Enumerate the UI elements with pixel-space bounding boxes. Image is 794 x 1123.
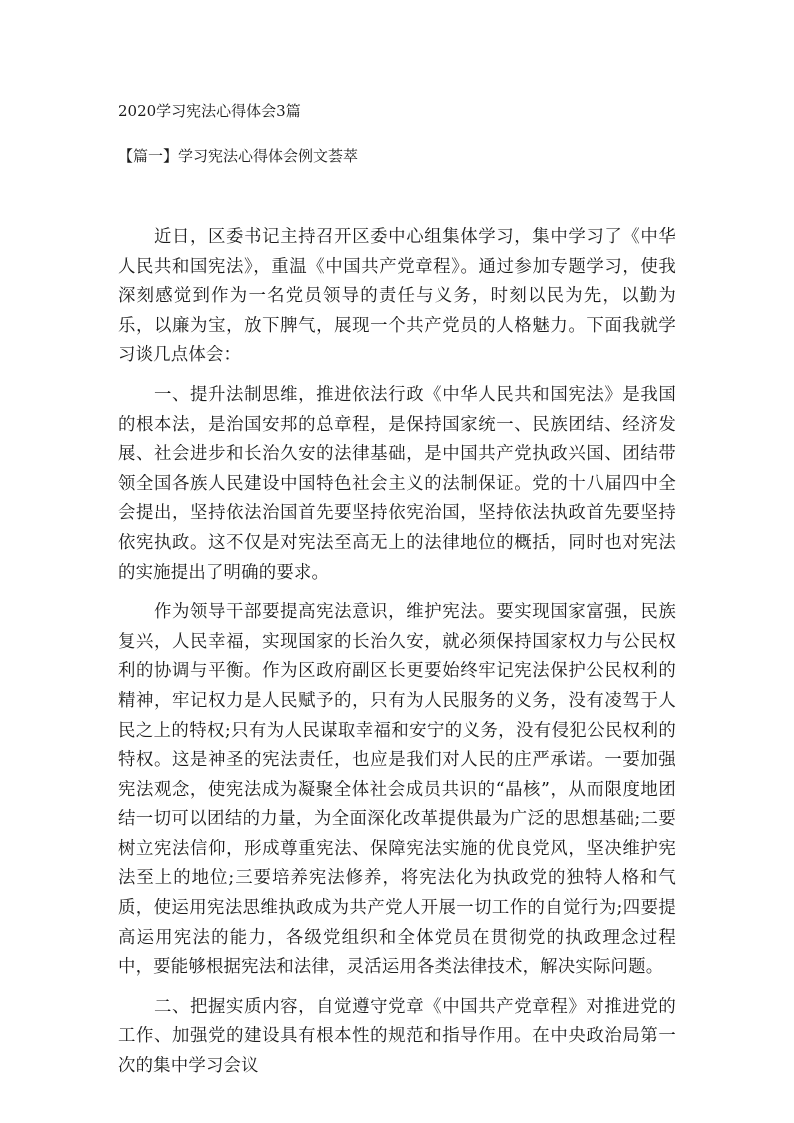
paragraph-point-two: 二、把握实质内容，自觉遵守党章《中国共产党章程》对推进党的工作、加强党的建设具有根本性的规范和指导作用。在中央政治局第一次的集中学习会议: [118, 996, 676, 1077]
document-title: 2020学习宪法心得体会3篇: [118, 102, 301, 120]
paragraph-leadership: 作为领导干部要提高宪法意识，维护宪法。要实现国家富强，民族复兴，人民幸福，实现国家的长治久安，就必须保持国家权力与公民权利的协调与平衡。作为区政府副区长更要始终牢记宪法保护公民权利的精神，牢记权力是人民赋予的，只有为人民服务的义务，没有凌驾于人民之上的特权;只有为人民谋取幸福和安宁的义务，没有侵犯公民权利的特权。这是神圣的宪法责任，也应是我们对人民的庄严承诺。一要加强宪法观念，使宪法成为凝聚全体社会成员共识的“晶核”，从而限度地团结一切可以团结的力量，为全面深化改革提供最为广泛的思想基础;二要树立宪法信仰，形成尊重宪法、保障宪法实施的优良党风，坚决维护宪法至上的地位;三要培养宪法修养，将宪法化为执政党的独特人格和气质，使运用宪法思维执政成为共产党人开展一切工作的自觉行为;四要提高运用宪法的能力，各级党组织和全体党员在贯彻党的执政理念过程中，要能够根据宪法和法律，灵活运用各类法律技术，解决实际问题。: [118, 602, 676, 978]
paragraph-point-one: 一、提升法制思维，推进依法行政《中华人民共和国宪法》是我国的根本法，是治国安邦的总章程，是保持国家统一、民族团结、经济发展、社会进步和长治久安的法律基础，是中国共产党执政兴国、团结带领全国各族人民建设中国特色社会主义的法制保证。党的十八届四中全会提出，坚持依法治国首先要坚持依宪治国，坚持依法执政首先要坚持依宪执政。这不仅是对宪法至高无上的法律地位的概括，同时也对宪法的实施提出了明确的要求。: [118, 384, 676, 583]
document-body: [118, 223, 676, 1092]
paragraph-intro: 近日，区委书记主持召开区委中心组集体学习，集中学习了《中华人民共和国宪法》，重温《中国共产党章程》。通过参加专题学习，使我深刻感觉到作为一名党员领导的责任与义务，时刻以民为先，以勤为乐，以廉为宝，放下脾气，展现一个共产党员的人格魅力。下面我就学习谈几点体会：: [118, 227, 676, 366]
section-heading: 【篇一】学习宪法心得体会例文荟萃: [118, 147, 359, 165]
